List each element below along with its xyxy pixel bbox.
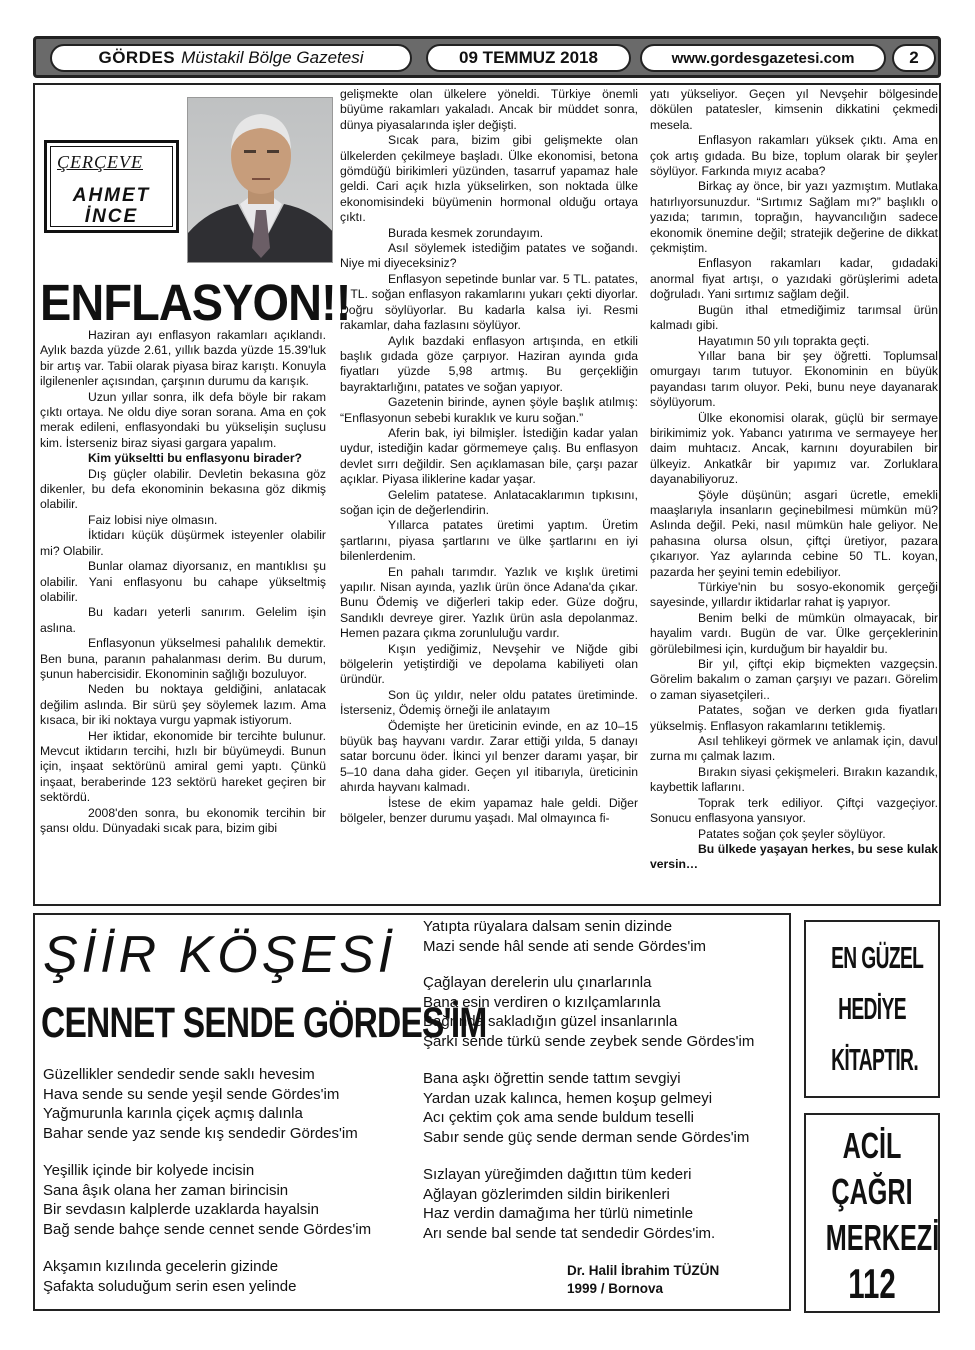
brand-tagline: Müstakil Bölge Gazetesi bbox=[181, 48, 364, 67]
poem-stanza bbox=[423, 1069, 749, 1147]
poem-line: Bir sevdasın kalplerde uzaklarda hayalsin bbox=[43, 1201, 319, 1219]
paragraph: Son üç yıldır, neler oldu patates üretiminde. İsterseniz, Ödemiş örneği ile anlatayım bbox=[340, 687, 638, 718]
poem-line: Arı sende bal sende tat sendedir Gördes'im. bbox=[423, 1224, 716, 1242]
article-column-2 bbox=[340, 87, 638, 827]
poet-signature bbox=[567, 1262, 719, 1298]
paragraph: Burada kesmek zorundayım. bbox=[388, 225, 544, 240]
paragraph: Patates, soğan ve derken gıda fiyatları yükselmiş. Enflasyon rakamlarını tetiklemiş. bbox=[650, 703, 938, 733]
emergency-number: 112 bbox=[848, 1260, 896, 1307]
article-column-1 bbox=[40, 328, 326, 836]
column-label-box bbox=[44, 140, 179, 233]
masthead-bar bbox=[33, 36, 941, 78]
author-photo bbox=[187, 97, 333, 263]
paragraph: Aylık bazdaki enflasyon artışında, en etkili başlık gıdada göze çarpıyor. Haziran ayında gıda fiyatları yüzde 5,98 artmış. Bu gerçekliğin bayraktarlığını, patates ve soğan yapıyor. bbox=[340, 333, 638, 394]
paragraph: Bu ülkede yaşayan herkes, bu sese kulak versin… bbox=[650, 841, 938, 872]
poem-line: Sızlayan yüreğimden dağıttın tüm kederi bbox=[423, 1166, 692, 1183]
article-headline: ENFLASYON!! bbox=[40, 274, 351, 331]
paragraph: Enflasyonun yükselmesi pahalılık demektir. Ben buna, paranın pahalanması derim. Bu durum, şunun habercisidir. Ekonominin sağlığı bozuluyor. bbox=[40, 636, 326, 681]
poem-line: Şafakta soluduğum serin esen yelinde bbox=[43, 1277, 297, 1295]
paragraph: Gazetenin birinde, aynen şöyle başlık atılmış: “Enflasyonun sebebi kuraklık ve kuru soğan.” bbox=[340, 395, 638, 425]
poem-line: Ağlayan gözlerimden sildin birikenleri bbox=[423, 1185, 670, 1203]
poem-stanza bbox=[423, 973, 754, 1051]
paragraph: 2008'den sonra, bu ekonomik tercihin bir şansı oldu. Dünyadaki sıcak para, bizim gibi bbox=[40, 805, 326, 835]
gift-line: EN GÜZEL bbox=[831, 940, 924, 975]
column-article bbox=[33, 83, 941, 906]
gift-line: KİTAPTIR. bbox=[831, 1042, 919, 1077]
paragraph: Faiz lobisi niye olmasın. bbox=[88, 512, 218, 527]
newspaper-brand bbox=[50, 44, 412, 72]
poet-place-date: 1999 / Bornova bbox=[567, 1281, 664, 1296]
paragraph: Enflasyon rakamları yüksek çıktı. Ama en çok artış gıdada. Bu bize, toplum olarak bir şeyler söylüyor. Farkında mıyız acaba? bbox=[650, 133, 938, 179]
article-column-3 bbox=[650, 87, 938, 873]
paragraph: Hayatımın 50 yılı toprakta geçti. bbox=[698, 333, 870, 348]
paragraph: Türkiye'nin bu sosyo-ekonomik gerçeği sayesinde, yıllardır iktidarlar rahat iş yapıyor. bbox=[650, 580, 938, 610]
poem-line: Mazi sende hâl sende ati sende Gördes'im bbox=[423, 937, 707, 955]
poem-line: Şarkı sende türkü sende zeybek sende Gördes'im bbox=[423, 1032, 755, 1050]
paragraph: Birkaç ay önce, bir yazı yazmıştım. Mutlaka hatırlıyorsunuzdur. “Sırtımız Sağlam mı?” başlıklı o yazıda; tarımın, toprağın, hayvancılığın sadece ekonomik önemine değil; stratejik değerine de dikkat çekmiştim. bbox=[650, 179, 938, 256]
poem-line: Bahar sende yaz sende kış sendedir Gördes'im bbox=[43, 1124, 358, 1142]
column-label: ÇERÇEVE bbox=[57, 152, 143, 172]
poem-line: Bana esin verdiren o kızılçamlarınla bbox=[423, 993, 661, 1011]
paragraph: Dış güçler olabilir. Devletin bekasına göz dikenler, bu defa ekonominin bekasına göz dikmiş olabilir. bbox=[40, 466, 326, 512]
paragraph: Ödemişte her üreticinin evinde, en az 10–15 büyük baş hayvanı vardır. Zarar ettiği yılda, 5 danayı satar borcunu öder. İkinci yıl benzer daramı yaşar, bir 5–10 dana daha gider. Geçen yıl itibarıyla, üreticinin ahırda hayvanı kalmadı. bbox=[340, 718, 638, 795]
poem-line: Güzellikler sendedir sende saklı hevesim bbox=[43, 1066, 315, 1083]
emergency-call-box bbox=[804, 1113, 940, 1313]
paragraph: En pahalı tarımdır. Yazlık ve kışlık üretimi yapılır. Nisan ayında, yazlık ürün önce Adana'da çıkar. Bunu Ödemiş ve diğerleri takip eder. Güze doğru, Sandıklı devreye girer. Yazlık ürün asla depolanmaz. Hemen pazara çıkma zorunluluğu vardır. bbox=[340, 564, 638, 641]
poem-line: Sabır sende güç sende derman sende Gördes'im bbox=[423, 1128, 750, 1146]
poem-title: CENNET SENDE GÖRDES'İM bbox=[41, 999, 487, 1047]
poem-stanza bbox=[423, 917, 706, 956]
poem-line: Haz verdin damağıma her türlü nimetinle bbox=[423, 1205, 694, 1223]
website-link[interactable]: www.gordesgazetesi.com bbox=[640, 44, 886, 72]
poem-line: Sana âşık olana her zaman birincisin bbox=[43, 1181, 289, 1199]
issue-date: 09 TEMMUZ 2018 bbox=[426, 44, 631, 72]
paragraph: Haziran ayı enflasyon rakamları açıklandı. Aylık bazda yüzde 2.61, yıllık bazda yüzde 15.39'luk bir artış var. Tabii olarak piyasa biraz karıştı. Konuyla ilgilenenler açısından, çarşının durumu da karışık. bbox=[40, 328, 326, 389]
paragraph: Her iktidar, ekonomide bir tercihte bulunur. Mevcut iktidarın tercihi, hızlı bir büyümeydi. Bunun için, inşaat sektörünü amiral gemi yaptı. Çünkü inşaat, beraberinde 123 sektörü hareket geçiren bir sektördü. bbox=[40, 728, 326, 805]
poetry-section-title: ŞİİR KÖŞESİ bbox=[43, 926, 397, 984]
poem-line: Hava sende su sende yeşil sende Gördes'im bbox=[43, 1085, 340, 1103]
emergency-line: ÇAĞRI bbox=[831, 1171, 913, 1212]
paragraph: Neden bu noktaya geldiğini, anlatacak değilim aslında. Bir sürü şey söylemek lazım. Ama kısaca, bir iki noktaya vurgu yapmak istiyorum. bbox=[40, 682, 326, 728]
paragraph: Asıl tehlikeyi görmek ve anlamak için, davul zurna mı çalmak lazım. bbox=[650, 734, 938, 764]
paragraph: Yıllarca patates üretimi yaptım. Üretim şartlarını, piyasa şartlarını ve ülke şartlarını en iyi bilenlerdenim. bbox=[340, 518, 638, 564]
emergency-line: MERKEZİ bbox=[825, 1217, 940, 1258]
paragraph: Bırakın siyasi çekişmeleri. Bırakın kazandık, kaybettik laflarını. bbox=[650, 764, 938, 795]
paragraph: Asıl söylemek istediğim patates ve soğandı. Niye mi diyeceksiniz? bbox=[340, 241, 638, 271]
paragraph: İstese de ekim yapamaz hale geldi. Diğer bölgeler, benzer durumu yaşadı. Mal olmayınca fi- bbox=[340, 795, 638, 826]
author-first-name: AHMET bbox=[72, 185, 151, 206]
paragraph: Aferin bak, iyi bilmişler. İstediğin kadar yalan uydur, istediğin kadar görmemeye çalış. Bu enflasyon devlet sırrı değildir. Sen açıklamasan bile, çarşı pazar açıklar. Piyasa iliklerine kadar yaşar. bbox=[340, 425, 638, 487]
gift-line: HEDİYE bbox=[838, 991, 906, 1026]
poem-stanza bbox=[43, 1257, 297, 1296]
paragraph: gelişmekte olan ülkelere yöneldi. Türkiye önemli büyüme rakamları yakaladı. Ancak bir müddet sonra, dünya piyasalarında işler değişti. bbox=[340, 87, 638, 132]
poetry-corner bbox=[33, 913, 791, 1311]
paragraph: Uzun yıllar sonra, ilk defa böyle bir rakam çıktı ortaya. Ne oldu diye soran sorana. Ama en çok merak edileni, enflasyondaki bu yükselişin suçlusu kim. İsterseniz biraz siyasi gargara yapalım. bbox=[40, 389, 326, 450]
poem-line: Bana aşkı öğrettin sende tattım sevgiyi bbox=[423, 1070, 681, 1087]
poem-line: Bağrında sakladığın güzel insanlarınla bbox=[423, 1013, 678, 1031]
paragraph: Şöyle düşünün; asgari ücretle, emekli maaşlarıyla insanların geçinebilmesi mümkün mü? Aslında değil. Peki, nasıl mümkün hale geliyor. Ne pahasına olursa olsun, çiftçi üretiyor, pazara çıkarıyor. Yaz aylarında cebine 50 TL. koyan, pazarda her şeyini temin edebiliyor. bbox=[650, 487, 938, 579]
paragraph: Ülke ekonomisi olarak, güçlü bir sermaye birikimimiz yok. Yabancı yatırıma ve sermayeye her daim muhtacız. Ancak, karnını doyurabilen bir ülkeyiz. Ankatkâr bir yapımız var. Zorluklara dayanabiliyoruz. bbox=[650, 410, 938, 487]
paragraph: Sıcak para, bizim gibi gelişmekte olan ülkelerden çekilmeye başladı. Ülke ekonomisi, betona gömdüğü birikimleri yüzünden, tasarruf yapamaz hale geldi. Cari açık hızla yükselirken, son noktada ülke ekonomisindeki büyümenin hormonal olduğu ortaya çıktı. bbox=[340, 133, 638, 225]
paragraph: Benim belki de mümkün olmayacak, bir hayalim vardı. Bugün de var. Ülke gerçeklerinin görülebilmesi için, kurduğum bir hayaldir bu. bbox=[650, 610, 938, 656]
gift-ad-box bbox=[804, 920, 940, 1098]
poem-line: Yeşillik içinde bir kolyede incisin bbox=[43, 1162, 255, 1179]
paragraph: Toprak terk ediliyor. Çiftçi vazgeçiyor. Sonucu enflasyona yansıyor. bbox=[650, 795, 938, 826]
emergency-line: ACİL bbox=[842, 1125, 902, 1166]
paragraph: Kışın yediğimiz, Nevşehir ve Niğde gibi bölgelerin yetiştirdiği ve depolama kabiliyeti olan üründür. bbox=[340, 641, 638, 687]
paragraph: Yıllar bana bir şey öğretti. Toplumsal omurgayı tarım tutuyor. Ekonominin en büyük payandası tarım oluyor. Peki, bunu neye dayanarak söylüyorum. bbox=[650, 348, 938, 410]
paragraph: yatı yükseliyor. Geçen yıl Nevşehir bölgesinde dökülen patatesler, kimsenin dikkatini çekmedi mesela. bbox=[650, 87, 938, 132]
paragraph: Bu kadarı yeterli sanırım. Gelelim işin aslına. bbox=[40, 605, 326, 635]
paragraph: Gelelim patatese. Anlatacaklarımın tıpkısını, soğan için de değerlendirin. bbox=[340, 487, 638, 517]
paragraph: İktidarı küçük düşürmek isteyenler olabilir mi? Olabilir. bbox=[40, 528, 326, 558]
paragraph: Bir yıl, çiftçi ekip biçmekten vazgeçsin. Görelim bakalım o zaman çarşıyı ve pazarı. Görelim o zaman siyasetçileri.. bbox=[650, 657, 938, 702]
poem-stanza bbox=[43, 1161, 371, 1239]
author-last-name: İNCE bbox=[84, 206, 139, 227]
poet-name: Dr. Halil İbrahim TÜZÜN bbox=[567, 1263, 720, 1278]
poem-line: Yağmurunla karınla çiçek açmış dalınla bbox=[43, 1105, 303, 1123]
poem-line: Yatıpta rüyalara dalsam senin dizinde bbox=[423, 918, 673, 935]
paragraph: Bugün ithal etmediğimiz tarımsal ürün kalmadı gibi. bbox=[650, 302, 938, 333]
paragraph: Enflasyon rakamları kadar, gıdadaki anormal fiyat artışı, o yazıdaki görüşlerimi adeta doğruladı. Yani sırtımız sağlam değil. bbox=[650, 256, 938, 302]
poem-line: Yardan uzak kalınca, hemen koşup gelmeyi bbox=[423, 1089, 713, 1107]
paragraph: Patates soğan çok şeyler söylüyor. bbox=[698, 826, 886, 841]
paragraph: Enflasyon sepetinde bunlar var. 5 TL. patates, 7 TL. soğan enflasyon rakamlarını yukarı çekti diyorlar. Doğru söylüyorlar. Bu kadarla kalsa iyi. Resmi rakamlar, daha fazlasını söylüyor. bbox=[340, 271, 638, 333]
paragraph: Kim yükseltti bu enflasyonu birader? bbox=[88, 451, 303, 466]
poem-line: Akşamın kızılında gecelerin gizinde bbox=[43, 1258, 279, 1275]
poem-line: Bağ sende bahçe sende cennet sende Gördes'im bbox=[43, 1220, 372, 1238]
page-number: 2 bbox=[892, 44, 936, 72]
brand-name: GÖRDES bbox=[98, 48, 176, 67]
poem-stanza bbox=[43, 1065, 358, 1143]
poem-line: Acı çektim çok ama sende buldum teselli bbox=[423, 1109, 694, 1127]
poem-stanza bbox=[423, 1165, 715, 1243]
paragraph: Bunlar olamaz diyorsanız, en mantıklısı şu olabilir. Yani enflasyonu bu cahape yükseltmiş olabilir. bbox=[40, 559, 326, 604]
poem-line: Çağlayan derelerin ulu çınarlarınla bbox=[423, 974, 652, 991]
